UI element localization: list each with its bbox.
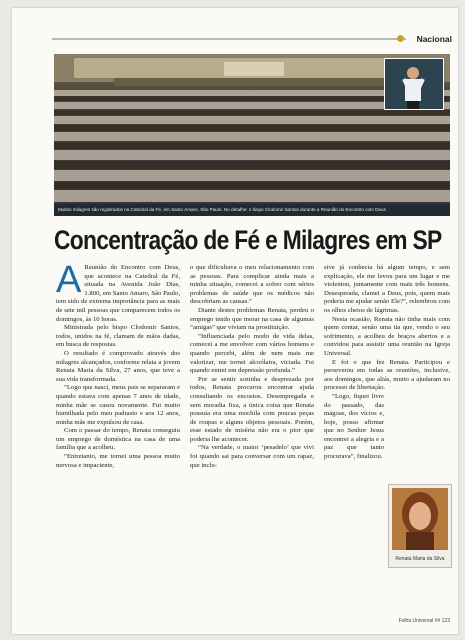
article-headline: Concentração de Fé e Milagres em SP <box>54 225 442 255</box>
paragraph: “Influenciada pelo modo de vida delas, comecei a me envolver com vários homens e quando percebi, além de nem mais me valorizar, me tornei alcoólatra, viciada. Foi quando entrei em depressão profunda.” <box>190 332 314 375</box>
article-column-2 <box>190 264 314 604</box>
paragraph: “Logo que nasci, meus pais se separaram e quando estava com apenas 7 anos de idade, minha mãe se casou novamente. Fui muito humilhada pelo meu padrasto e aos 12 anos, minha mãe me expulsou de casa. <box>56 384 180 426</box>
paragraph: Diante destes problemas Renata, perdeu o emprego tendo que morar na casa de algumas “amigas” que viviam na prostituição. <box>190 306 314 332</box>
section-header <box>52 32 452 46</box>
section-label: Nacional <box>416 34 452 44</box>
drop-cap: A <box>56 264 82 301</box>
paragraph: Com o passar do tempo, Renata conseguiu um emprego de doméstica na casa de uma família que a acolheu. <box>56 427 180 452</box>
paragraph: O resultado é comprovado através dos milagres alcançados, conforme relata a jovem Renata Maria da Silva, 27 anos, que teve a sua vida transformada. <box>56 349 180 383</box>
paragraph: “Logo, fiquei livre do passado, das mágoas, dos vícios e, hoje, posso afirmar que no Senhor Jesus encontrei a alegria e a paz que tanto procurava”, finalizou. <box>324 392 384 461</box>
paragraph: “Entretanto, me tornei uma pessoa muito nervosa e impaciente, <box>56 453 180 469</box>
paragraph <box>56 264 180 324</box>
woman-portrait-icon <box>392 488 448 550</box>
paragraph: “Na verdade, o maior ‘pesadelo’ que vivi foi quando sai para conversar com um rapaz, que inclu- <box>190 444 314 469</box>
paragraph: sive já conhecia há algum tempo, e sem explicação, ele me levou para um lugar e me violentou, juntamente com mais três homens. Desesperada, clamei a Deus, pois, quem mais poderia me ajudar senão Ele?”, relembrou com os olhos cheios de lágrimas. <box>324 264 450 314</box>
portrait-caption: Renata Maria da Silva <box>395 556 445 562</box>
header-rule <box>52 38 406 40</box>
portrait-photo <box>392 488 448 550</box>
paragraph: E foi o que fez Renata. Participou e perseverou em todas as reuniões, inclusive, aos domingos, que aliás, muito a ajudaram no processo de libertação. <box>324 358 450 392</box>
photo-caption: Muitos milagres são registrados na Catedral da Fé, em Santo Amaro, São Paulo. No detalhe: o bispo Clodomir Santos durante a Reunião do Encontro com Deus <box>54 204 450 216</box>
section-marker-icon <box>397 35 404 42</box>
congregation-photo <box>54 54 450 204</box>
paragraph: Nesta ocasião, Renata não tinha mais com quem contar, senão uma tia que, vendo o seu sofrimento, a acolheu de braços abertos e a convidou para assistir uma reunião na Igreja Universal. <box>324 315 450 357</box>
paragraph-text: Reunião do Encontro com Deus, que acontece na Catedral da Fé, situada na Avenida João Dias, 1.800, em Santo Amaro, São Paulo, tem sido de extrema importância para as mais de sete mil pessoas que comparecem todos os domingos, às 10 horas. <box>56 264 180 323</box>
bishop-figure-icon <box>385 59 443 109</box>
page-folio: Folha Universal ## 123 <box>398 618 450 624</box>
paragraph: o que dificultava o meu relacionamento com as pessoas. Para complicar ainda mais a minha situação, comecei a sofrer com sérios problemas de saúde que os médicos não descobriam as causas.” <box>190 264 314 306</box>
article-column-1 <box>56 264 180 604</box>
paragraph: Por se sentir sozinha e desprezada por todos, Renata procurou encontrar ajuda consultando os encostos. Desempregada e sem moradia fixa, a única coisa que Renata possuía era uma mochila com poucas peças de roupas e alguns objetos pessoais. Porém, esse estado de miséria não era o pior que poderia lhe acontecer. <box>190 375 314 443</box>
bishop-inset-photo <box>384 58 444 110</box>
renata-portrait <box>388 484 452 568</box>
paragraph: Ministrada pelo bispo Clodomir Santos, todos, unidos na fé, clamam de mãos dadas, em busca de respostas. <box>56 324 180 349</box>
magazine-page <box>12 8 458 634</box>
